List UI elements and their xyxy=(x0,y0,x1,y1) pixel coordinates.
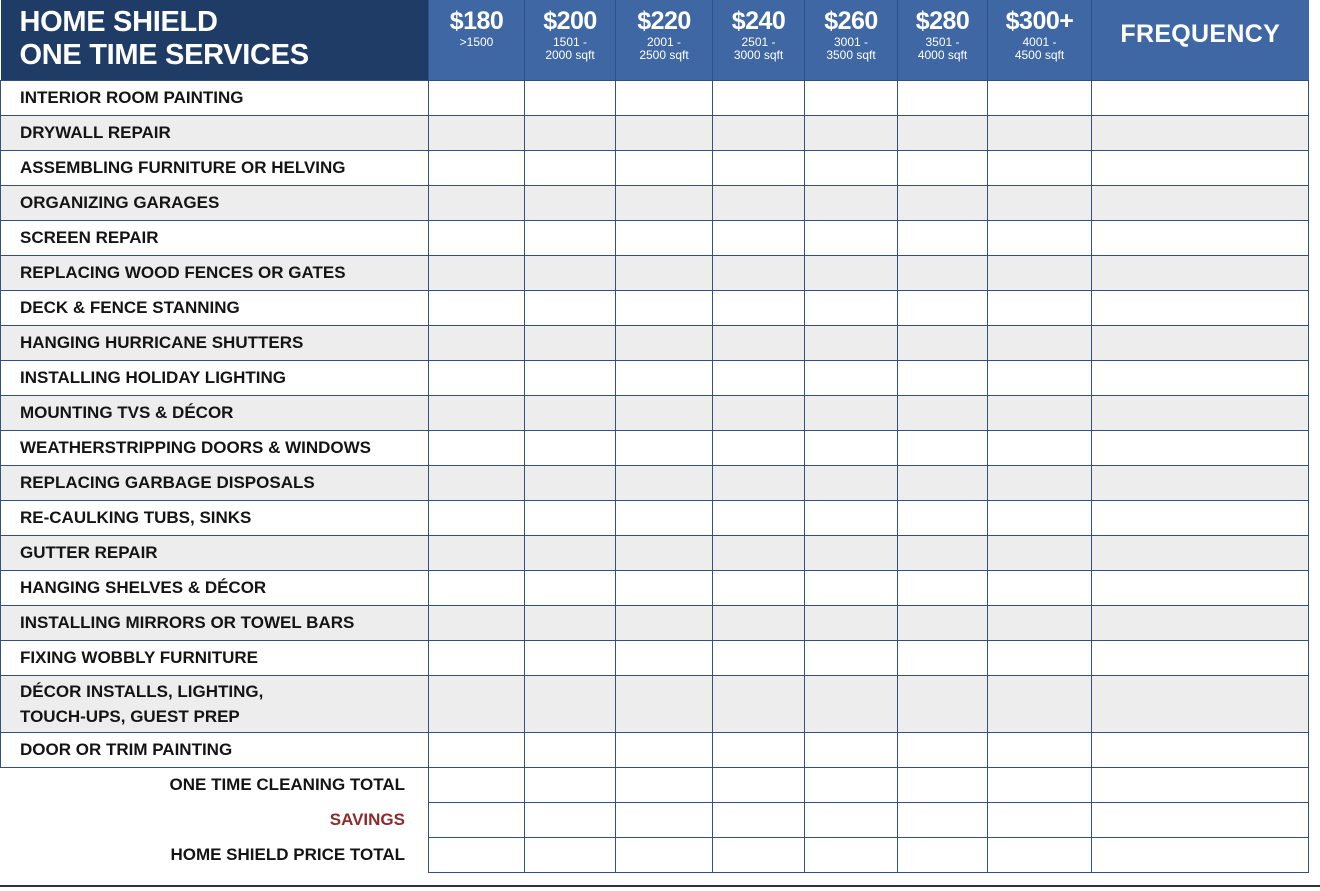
price-check-cell[interactable] xyxy=(713,115,805,150)
frequency-cell[interactable] xyxy=(1092,570,1309,605)
summary-value-cell[interactable] xyxy=(525,837,616,872)
price-check-cell[interactable] xyxy=(429,150,525,185)
service-name xyxy=(1,185,429,220)
tier-header-200 xyxy=(525,0,616,80)
summary-value-cell[interactable] xyxy=(429,802,525,837)
summary-row xyxy=(1,837,1309,872)
frequency-cell[interactable] xyxy=(1092,500,1309,535)
table-row xyxy=(1,570,1309,605)
price-check-cell[interactable] xyxy=(713,255,805,290)
savings-label: SAVINGS xyxy=(1,802,429,837)
price-check-cell[interactable] xyxy=(805,605,898,640)
price-check-cell[interactable] xyxy=(525,640,616,675)
price-check-cell[interactable] xyxy=(805,360,898,395)
summary-value-cell[interactable] xyxy=(805,837,898,872)
price-check-cell[interactable] xyxy=(805,430,898,465)
tier-price: $180 xyxy=(449,7,504,35)
tier-range-2: 3000 sqft xyxy=(733,48,784,62)
tier-header-220 xyxy=(616,0,713,80)
price-check-cell[interactable] xyxy=(713,360,805,395)
price-check-cell[interactable] xyxy=(805,732,898,767)
service-name xyxy=(1,255,429,290)
price-check-cell[interactable] xyxy=(988,500,1092,535)
price-check-cell[interactable] xyxy=(805,255,898,290)
frequency-header xyxy=(1092,0,1309,80)
frequency-cell[interactable] xyxy=(1092,640,1309,675)
price-check-cell[interactable] xyxy=(616,325,713,360)
summary-value-cell[interactable] xyxy=(1092,837,1309,872)
price-check-cell[interactable] xyxy=(988,430,1092,465)
price-check-cell[interactable] xyxy=(525,500,616,535)
price-check-cell[interactable] xyxy=(898,290,988,325)
price-check-cell[interactable] xyxy=(429,675,525,732)
one-time-cleaning-total-label: ONE TIME CLEANING TOTAL xyxy=(1,767,429,802)
table-row xyxy=(1,255,1309,290)
tier-price: $300+ xyxy=(1005,7,1074,35)
service-name-line-1: INTERIOR ROOM PAINTING xyxy=(20,88,244,107)
price-check-cell[interactable] xyxy=(713,395,805,430)
price-check-cell[interactable] xyxy=(988,115,1092,150)
price-check-cell[interactable] xyxy=(525,150,616,185)
table-row xyxy=(1,185,1309,220)
price-check-cell[interactable] xyxy=(616,255,713,290)
service-name xyxy=(1,80,429,115)
service-name-line-1: DÉCOR INSTALLS, LIGHTING, xyxy=(20,681,264,701)
price-check-cell[interactable] xyxy=(805,290,898,325)
table-row xyxy=(1,115,1309,150)
header-row xyxy=(1,0,1309,80)
price-check-cell[interactable] xyxy=(525,185,616,220)
service-name xyxy=(1,535,429,570)
price-check-cell[interactable] xyxy=(616,185,713,220)
service-name-line-1: FIXING WOBBLY FURNITURE xyxy=(20,648,259,667)
price-check-cell[interactable] xyxy=(713,570,805,605)
price-check-cell[interactable] xyxy=(713,80,805,115)
frequency-cell[interactable] xyxy=(1092,290,1309,325)
service-name xyxy=(1,430,429,465)
table-row xyxy=(1,150,1309,185)
price-check-cell[interactable] xyxy=(713,675,805,732)
table-row xyxy=(1,465,1309,500)
price-check-cell[interactable] xyxy=(898,732,988,767)
price-check-cell[interactable] xyxy=(898,220,988,255)
summary-value-cell[interactable] xyxy=(898,767,988,802)
service-name xyxy=(1,605,429,640)
price-check-cell[interactable] xyxy=(429,115,525,150)
price-check-cell[interactable] xyxy=(525,732,616,767)
price-check-cell[interactable] xyxy=(713,732,805,767)
title-line-1: HOME SHIELD xyxy=(19,6,218,38)
price-check-cell[interactable] xyxy=(429,732,525,767)
price-check-cell[interactable] xyxy=(525,115,616,150)
price-check-cell[interactable] xyxy=(988,290,1092,325)
price-check-cell[interactable] xyxy=(616,500,713,535)
tier-range-2: 2000 sqft xyxy=(545,48,595,62)
price-check-cell[interactable] xyxy=(898,325,988,360)
service-name-line-1: HANGING HURRICANE SHUTTERS xyxy=(20,333,304,352)
price-check-cell[interactable] xyxy=(988,255,1092,290)
price-check-cell[interactable] xyxy=(805,675,898,732)
tier-range-2: 3500 sqft xyxy=(826,48,876,62)
price-check-cell[interactable] xyxy=(525,325,616,360)
service-name xyxy=(1,360,429,395)
price-check-cell[interactable] xyxy=(616,465,713,500)
service-name xyxy=(1,500,429,535)
table-row xyxy=(1,605,1309,640)
summary-value-cell[interactable] xyxy=(713,837,805,872)
price-check-cell[interactable] xyxy=(898,465,988,500)
price-check-cell[interactable] xyxy=(988,80,1092,115)
service-name-line-1: INSTALLING HOLIDAY LIGHTING xyxy=(20,368,287,387)
price-check-cell[interactable] xyxy=(713,465,805,500)
table-row xyxy=(1,640,1309,675)
price-check-cell[interactable] xyxy=(429,535,525,570)
frequency-cell[interactable] xyxy=(1092,465,1309,500)
summary-value-cell[interactable] xyxy=(429,837,525,872)
price-check-cell[interactable] xyxy=(713,185,805,220)
tier-price: $260 xyxy=(824,7,878,35)
table-title xyxy=(1,0,429,80)
service-name-line-1: HANGING SHELVES & DÉCOR xyxy=(20,578,267,597)
service-name-line-1: REPLACING GARBAGE DISPOSALS xyxy=(20,473,315,492)
service-name-line-1: MOUNTING TVS & DÉCOR xyxy=(20,403,234,422)
price-check-cell[interactable] xyxy=(429,500,525,535)
frequency-cell[interactable] xyxy=(1092,360,1309,395)
price-check-cell[interactable] xyxy=(988,732,1092,767)
price-check-cell[interactable] xyxy=(429,360,525,395)
price-check-cell[interactable] xyxy=(616,360,713,395)
price-check-cell[interactable] xyxy=(713,220,805,255)
service-name-line-1: WEATHERSTRIPPING DOORS & WINDOWS xyxy=(20,438,372,457)
table-row xyxy=(1,535,1309,570)
summary-value-cell[interactable] xyxy=(988,802,1092,837)
service-name-line-1: REPLACING WOOD FENCES OR GATES xyxy=(20,263,346,282)
price-check-cell[interactable] xyxy=(525,220,616,255)
price-check-cell[interactable] xyxy=(988,570,1092,605)
tier-price: $280 xyxy=(915,7,970,35)
price-check-cell[interactable] xyxy=(429,290,525,325)
price-check-cell[interactable] xyxy=(616,640,713,675)
price-check-cell[interactable] xyxy=(525,290,616,325)
frequency-cell[interactable] xyxy=(1092,220,1309,255)
tier-header-280 xyxy=(898,0,988,80)
service-name-line-1: ASSEMBLING FURNITURE OR HELVING xyxy=(20,158,346,177)
frequency-cell[interactable] xyxy=(1092,675,1309,732)
price-check-cell[interactable] xyxy=(616,115,713,150)
price-check-cell[interactable] xyxy=(525,360,616,395)
price-check-cell[interactable] xyxy=(988,395,1092,430)
summary-value-cell[interactable] xyxy=(616,802,713,837)
price-check-cell[interactable] xyxy=(429,465,525,500)
price-check-cell[interactable] xyxy=(429,430,525,465)
summary-value-cell[interactable] xyxy=(713,767,805,802)
frequency-cell[interactable] xyxy=(1092,150,1309,185)
price-check-cell[interactable] xyxy=(616,150,713,185)
tier-range: 2001 - xyxy=(646,35,682,49)
table-row xyxy=(1,430,1309,465)
title-line-2: ONE TIME SERVICES xyxy=(19,39,309,71)
services-body xyxy=(1,80,1309,872)
price-check-cell[interactable] xyxy=(525,465,616,500)
price-check-cell[interactable] xyxy=(525,395,616,430)
summary-value-cell[interactable] xyxy=(1092,802,1309,837)
frequency-cell[interactable] xyxy=(1092,732,1309,767)
price-check-cell[interactable] xyxy=(713,500,805,535)
price-check-cell[interactable] xyxy=(616,535,713,570)
table-row xyxy=(1,675,1309,732)
summary-value-cell[interactable] xyxy=(525,802,616,837)
price-check-cell[interactable] xyxy=(616,290,713,325)
service-name xyxy=(1,150,429,185)
summary-value-cell[interactable] xyxy=(988,837,1092,872)
price-check-cell[interactable] xyxy=(525,570,616,605)
service-name-line-1: INSTALLING MIRRORS OR TOWEL BARS xyxy=(20,613,355,632)
price-check-cell[interactable] xyxy=(988,640,1092,675)
price-check-cell[interactable] xyxy=(988,675,1092,732)
price-check-cell[interactable] xyxy=(805,115,898,150)
price-check-cell[interactable] xyxy=(713,325,805,360)
tier-range: 3501 - xyxy=(925,35,960,49)
price-check-cell[interactable] xyxy=(525,535,616,570)
frequency-cell[interactable] xyxy=(1092,80,1309,115)
price-check-cell[interactable] xyxy=(429,570,525,605)
table-row xyxy=(1,360,1309,395)
price-check-cell[interactable] xyxy=(805,465,898,500)
service-name-line-1: ORGANIZING GARAGES xyxy=(20,193,220,212)
price-check-cell[interactable] xyxy=(616,675,713,732)
price-check-cell[interactable] xyxy=(898,185,988,220)
home-shield-price-total-label: HOME SHIELD PRICE TOTAL xyxy=(1,837,429,872)
price-check-cell[interactable] xyxy=(713,640,805,675)
price-check-cell[interactable] xyxy=(898,640,988,675)
page-bottom-rule xyxy=(0,885,1320,887)
tier-header-240 xyxy=(713,0,805,80)
tier-price: $220 xyxy=(637,7,691,35)
price-check-cell[interactable] xyxy=(525,430,616,465)
price-check-cell[interactable] xyxy=(713,430,805,465)
price-check-cell[interactable] xyxy=(898,535,988,570)
tier-range-2: 4000 sqft xyxy=(917,48,968,62)
summary-value-cell[interactable] xyxy=(898,837,988,872)
price-check-cell[interactable] xyxy=(898,80,988,115)
summary-value-cell[interactable] xyxy=(1092,767,1309,802)
price-check-cell[interactable] xyxy=(988,360,1092,395)
price-check-cell[interactable] xyxy=(616,80,713,115)
service-name xyxy=(1,640,429,675)
price-check-cell[interactable] xyxy=(805,500,898,535)
price-check-cell[interactable] xyxy=(988,185,1092,220)
frequency-cell[interactable] xyxy=(1092,255,1309,290)
tier-range: >1500 xyxy=(459,35,494,49)
price-check-cell[interactable] xyxy=(713,605,805,640)
price-check-cell[interactable] xyxy=(898,150,988,185)
price-check-cell[interactable] xyxy=(429,185,525,220)
service-name xyxy=(1,290,429,325)
summary-value-cell[interactable] xyxy=(713,802,805,837)
price-check-cell[interactable] xyxy=(988,465,1092,500)
table-row xyxy=(1,220,1309,255)
price-check-cell[interactable] xyxy=(429,80,525,115)
price-check-cell[interactable] xyxy=(898,605,988,640)
summary-row xyxy=(1,767,1309,802)
frequency-cell[interactable] xyxy=(1092,605,1309,640)
table-row xyxy=(1,395,1309,430)
price-check-cell[interactable] xyxy=(805,395,898,430)
service-name xyxy=(1,465,429,500)
service-name xyxy=(1,395,429,430)
summary-value-cell[interactable] xyxy=(898,802,988,837)
summary-value-cell[interactable] xyxy=(525,767,616,802)
service-name xyxy=(1,675,429,732)
service-name-line-1: DRYWALL REPAIR xyxy=(20,123,171,142)
table-row xyxy=(1,500,1309,535)
service-name xyxy=(1,570,429,605)
tier-price: $240 xyxy=(731,7,786,35)
price-check-cell[interactable] xyxy=(805,325,898,360)
service-name-line-1: RE-CAULKING TUBS, SINKS xyxy=(20,508,252,527)
price-check-cell[interactable] xyxy=(429,220,525,255)
frequency-cell[interactable] xyxy=(1092,115,1309,150)
service-name-line-1: DOOR OR TRIM PAINTING xyxy=(20,740,233,759)
price-check-cell[interactable] xyxy=(988,605,1092,640)
price-check-cell[interactable] xyxy=(805,80,898,115)
price-check-cell[interactable] xyxy=(429,325,525,360)
price-check-cell[interactable] xyxy=(805,570,898,605)
price-check-cell[interactable] xyxy=(429,605,525,640)
frequency-cell[interactable] xyxy=(1092,185,1309,220)
price-check-cell[interactable] xyxy=(898,570,988,605)
price-check-cell[interactable] xyxy=(898,500,988,535)
tier-range: 4001 - xyxy=(1022,35,1057,49)
summary-value-cell[interactable] xyxy=(805,802,898,837)
price-check-cell[interactable] xyxy=(616,570,713,605)
price-check-cell[interactable] xyxy=(525,255,616,290)
price-check-cell[interactable] xyxy=(898,395,988,430)
service-name-line-1: SCREEN REPAIR xyxy=(20,228,159,247)
service-name-line-1: GUTTER REPAIR xyxy=(20,543,158,562)
summary-row xyxy=(1,802,1309,837)
price-check-cell[interactable] xyxy=(616,605,713,640)
price-check-cell[interactable] xyxy=(805,535,898,570)
price-check-cell[interactable] xyxy=(805,185,898,220)
service-name xyxy=(1,115,429,150)
summary-value-cell[interactable] xyxy=(429,767,525,802)
price-check-cell[interactable] xyxy=(898,255,988,290)
tier-header-300-plus xyxy=(988,0,1092,80)
price-check-cell[interactable] xyxy=(616,732,713,767)
service-name xyxy=(1,732,429,767)
price-check-cell[interactable] xyxy=(525,605,616,640)
tier-range: 1501 - xyxy=(552,35,588,49)
price-check-cell[interactable] xyxy=(616,220,713,255)
tier-price: $200 xyxy=(543,7,597,35)
price-check-cell[interactable] xyxy=(616,395,713,430)
price-check-cell[interactable] xyxy=(525,675,616,732)
price-check-cell[interactable] xyxy=(429,640,525,675)
price-check-cell[interactable] xyxy=(429,395,525,430)
frequency-cell[interactable] xyxy=(1092,325,1309,360)
price-check-cell[interactable] xyxy=(988,150,1092,185)
price-check-cell[interactable] xyxy=(898,115,988,150)
frequency-cell[interactable] xyxy=(1092,395,1309,430)
price-check-cell[interactable] xyxy=(898,430,988,465)
service-name xyxy=(1,325,429,360)
price-check-cell[interactable] xyxy=(988,220,1092,255)
price-check-cell[interactable] xyxy=(713,290,805,325)
price-check-cell[interactable] xyxy=(713,535,805,570)
tier-header-180 xyxy=(429,0,525,80)
price-check-cell[interactable] xyxy=(525,80,616,115)
frequency-label: FREQUENCY xyxy=(1120,20,1281,48)
service-name xyxy=(1,220,429,255)
price-check-cell[interactable] xyxy=(805,220,898,255)
tier-range-2: 2500 sqft xyxy=(639,48,689,62)
tier-range: 3001 - xyxy=(833,35,869,49)
frequency-cell[interactable] xyxy=(1092,535,1309,570)
summary-value-cell[interactable] xyxy=(616,767,713,802)
price-check-cell[interactable] xyxy=(898,675,988,732)
price-check-cell[interactable] xyxy=(616,430,713,465)
table-row xyxy=(1,290,1309,325)
tier-range: 2501 - xyxy=(741,35,776,49)
summary-value-cell[interactable] xyxy=(988,767,1092,802)
price-check-cell[interactable] xyxy=(713,150,805,185)
summary-value-cell[interactable] xyxy=(805,767,898,802)
frequency-cell[interactable] xyxy=(1092,430,1309,465)
tier-header-260 xyxy=(805,0,898,80)
price-check-cell[interactable] xyxy=(988,535,1092,570)
summary-value-cell[interactable] xyxy=(616,837,713,872)
price-check-cell[interactable] xyxy=(805,640,898,675)
price-check-cell[interactable] xyxy=(429,255,525,290)
price-check-cell[interactable] xyxy=(898,360,988,395)
tier-range-2: 4500 sqft xyxy=(1014,48,1065,62)
service-name-line-2: TOUCH-UPS, GUEST PREP xyxy=(20,706,240,726)
price-check-cell[interactable] xyxy=(805,150,898,185)
table-row xyxy=(1,732,1309,767)
price-check-cell[interactable] xyxy=(988,325,1092,360)
table-row xyxy=(1,325,1309,360)
table-row xyxy=(1,80,1309,115)
service-name-line-1: DECK & FENCE STANNING xyxy=(20,298,240,317)
